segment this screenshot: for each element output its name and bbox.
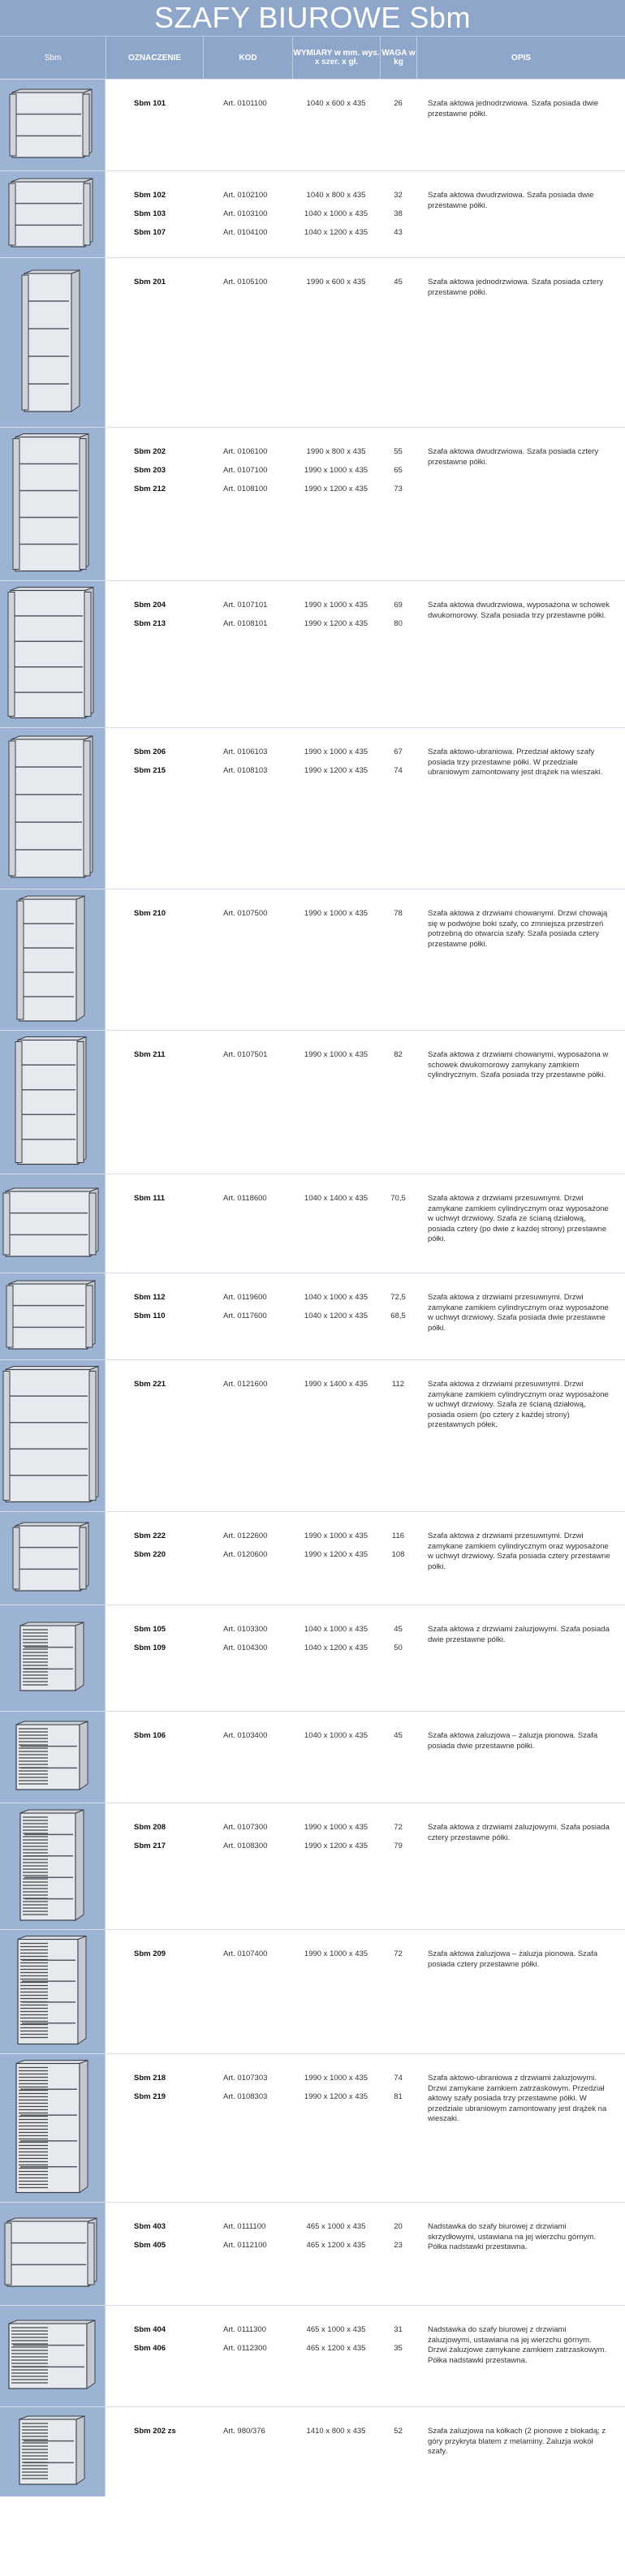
wymiary-cell: [292, 428, 380, 580]
tall-double-door-cabinet-icon: [0, 428, 106, 580]
kod-cell-value: Art. 0118600: [223, 1194, 267, 1203]
oznaczenie-cell-value: Sbm 112: [134, 1293, 166, 1302]
kod-cell-value: Art. 0103100: [223, 209, 268, 218]
kod-cell: [203, 428, 292, 580]
wymiary-cell-value: 1040 x 1200 x 435: [304, 228, 369, 237]
oznaczenie-cell-value: Sbm 111: [134, 1194, 166, 1203]
legged-shutter-cabinet-icon: [0, 2407, 106, 2496]
kod-cell: [203, 890, 292, 1030]
kod-cell-value: Art. 0107100: [223, 466, 268, 475]
oznaczenie-cell: [106, 1512, 203, 1605]
oznaczenie-cell-value: Sbm 405: [134, 2241, 166, 2250]
oznaczenie-cell-value: Sbm 202: [134, 447, 166, 456]
kod-cell: [203, 1174, 292, 1273]
oznaczenie-cell-value: Sbm 220: [134, 1550, 166, 1559]
oznaczenie-cell-value: Sbm 204: [134, 601, 166, 610]
kod-cell-value: Art. 0111300: [223, 2325, 266, 2334]
kod-cell: [203, 171, 292, 257]
kod-cell-value: Art. 0104300: [223, 1643, 268, 1652]
oznaczenie-cell: [106, 581, 203, 727]
oznaczenie-cell-value: Sbm 212: [134, 485, 166, 493]
kod-cell-value: Art. 0107300: [223, 1823, 268, 1832]
waga-cell-value: 69: [394, 601, 403, 610]
opis-cell: Szafa aktowa dwudrzwiowa, wyposażona w schowek dwukomorowy. Szafa posiada trzy przestawne półki.: [428, 601, 610, 620]
waga-cell-value: 73: [394, 485, 403, 493]
opis-cell: Nadstawka do szafy biurowej z drzwiami żaluzjowymi, ustawiana na jej wierzchu górnym. Drzwi żaluzjowe zamykane zamkiem zatrzaskowym. Półka nadstawki przestawna.: [428, 2325, 607, 2365]
wymiary-cell: [292, 2203, 380, 2305]
kod-cell-value: Art. 0120600: [223, 1550, 268, 1559]
wymiary-cell-value: 1040 x 600 x 435: [306, 99, 366, 108]
waga-cell: [380, 2306, 416, 2406]
oznaczenie-cell: [106, 2306, 203, 2406]
kod-cell: [203, 1512, 292, 1605]
opis-cell: Szafa aktowa z drzwiami chowanymi, wyposażona w schowek dwukomorowy zamykany zamkiem cylindrycznym. Szafa posiada trzy przestawne półki.: [428, 1050, 609, 1079]
wymiary-cell: [292, 1273, 380, 1359]
table-row: [0, 2202, 625, 2305]
single-door-cabinet-icon: [0, 80, 106, 170]
waga-cell-value: 55: [394, 447, 403, 456]
tall-vertical-shutter-cabinet-icon: [0, 1930, 106, 2053]
table-row: [0, 1174, 625, 1273]
oznaczenie-cell-value: Sbm 211: [134, 1050, 166, 1059]
waga-cell-value: 65: [394, 466, 403, 475]
opis-cell: Nadstawka do szafy biurowej z drzwiami skrzydłowymi, ustawiana na jej wierzchu górnym. Półka nadstawki przestawna.: [428, 2222, 596, 2251]
table-row: [0, 2053, 625, 2202]
wymiary-cell: [292, 1031, 380, 1174]
wymiary-cell: [292, 1360, 380, 1511]
double-door-cabinet-icon: [0, 171, 106, 257]
wymiary-cell-value: 1990 x 1000 x 435: [304, 2074, 369, 2083]
kod-cell-value: Art. 980/376: [223, 2427, 265, 2436]
kod-cell-value: Art. 0112300: [223, 2344, 267, 2353]
waga-cell-value: 45: [394, 1731, 403, 1740]
wymiary-cell: [292, 258, 380, 427]
waga-cell: [380, 1512, 416, 1605]
waga-cell-value: 67: [394, 747, 403, 756]
kod-cell-value: Art. 0122600: [223, 1531, 268, 1540]
waga-cell: [380, 1031, 416, 1174]
waga-cell-value: 23: [394, 2241, 403, 2250]
kod-cell-value: Art. 0119600: [223, 1293, 267, 1302]
shutter-clothing-cabinet-icon: [0, 2054, 106, 2202]
header-waga: WAGA w kg: [380, 37, 416, 79]
wymiary-cell-value: 1040 x 1000 x 435: [304, 1625, 369, 1634]
kod-cell: [203, 80, 292, 170]
opis-cell: Szafa aktowa z drzwiami żaluzjowymi. Szafa posiada dwie przestawne półki.: [428, 1625, 610, 1644]
oznaczenie-cell-value: Sbm 210: [134, 909, 166, 918]
table-row: [0, 257, 625, 427]
waga-cell-value: 72: [394, 1949, 403, 1958]
oznaczenie-cell: [106, 428, 203, 580]
wymiary-cell-value: 1040 x 800 x 435: [306, 191, 366, 200]
wymiary-cell-value: 465 x 1000 x 435: [306, 2325, 366, 2334]
kod-cell-value: Art. 0117600: [223, 1312, 267, 1320]
table-row: [0, 1030, 625, 1174]
kod-cell-value: Art. 0107101: [223, 601, 268, 610]
kod-cell: [203, 2054, 292, 2202]
tall-sliding-door-cabinet-icon: [0, 1512, 106, 1605]
opis-cell: Szafa aktowa żaluzjowa – żaluzja pionowa. Szafa posiada cztery przestawne półki.: [428, 1949, 598, 1969]
header-wymiary: WYMIARY w mm. wys. x szer. x gł.: [292, 37, 380, 79]
waga-cell-value: 20: [394, 2222, 403, 2231]
oznaczenie-cell: [106, 1605, 203, 1711]
wymiary-cell-value: 1990 x 1200 x 435: [304, 2092, 369, 2101]
oznaczenie-cell-value: Sbm 215: [134, 766, 166, 775]
oznaczenie-cell-value: Sbm 403: [134, 2222, 166, 2231]
top-extension-shutter-cabinet-icon: [0, 2306, 106, 2406]
waga-cell: [380, 258, 416, 427]
waga-cell: [380, 428, 416, 580]
waga-cell-value: 31: [394, 2325, 403, 2334]
waga-cell: [380, 1803, 416, 1929]
kod-cell-value: Art. 0107500: [223, 909, 268, 918]
waga-cell-value: 35: [394, 2344, 403, 2353]
oznaczenie-cell-value: Sbm 217: [134, 1842, 166, 1850]
kod-cell-value: Art. 0107501: [223, 1050, 268, 1059]
sliding-door-wide-cabinet-icon: [0, 1174, 106, 1273]
kod-cell-value: Art. 0107303: [223, 2074, 268, 2083]
wymiary-cell-value: 465 x 1200 x 435: [306, 2241, 366, 2250]
opis-cell: Szafa aktowo-ubraniowa. Przedział aktowy szafy posiada trzy przestawne półki. W przedziale ubraniowym zamontowany jest drążek na wieszaki.: [428, 747, 603, 777]
wymiary-cell-value: 1990 x 1000 x 435: [304, 1949, 369, 1958]
opis-cell: Szafa aktowa z drzwiami chowanymi. Drzwi chowają się w podwójne boki szafy, co zmniejsza przestrzeń potrzebną do otwarcia szafy. Szafa posiada cztery przestawne półki.: [428, 909, 608, 949]
opis-cell: Szafa aktowa dwudrzwiowa. Szafa posiada dwie przestawne półki.: [428, 191, 594, 210]
vertical-shutter-cabinet-icon: [0, 1712, 106, 1803]
oznaczenie-cell-value: Sbm 110: [134, 1312, 166, 1320]
kod-cell-value: Art. 0108300: [223, 1842, 268, 1850]
oznaczenie-cell: [106, 1174, 203, 1273]
wymiary-cell-value: 1990 x 1000 x 435: [304, 909, 369, 918]
wymiary-cell-value: 1040 x 1200 x 435: [304, 1312, 369, 1320]
wymiary-cell-value: 1990 x 1000 x 435: [304, 1050, 369, 1059]
table-row: [0, 1803, 625, 1929]
opis-cell: Szafa aktowa z drzwiami przesuwnymi. Drzwi zamykane zamkiem cylindrycznym oraz wyposażone w uchwyt drzwiowy. Szafa ze ścianą działową, posiada osiem (po cztery z każdej strony) przestawnych półek.: [428, 1380, 609, 1429]
opis-cell: Szafa aktowa z drzwiami przesuwnymi. Drzwi zamykane zamkiem cylindrycznym oraz wyposażone w uchwyt drzwiowy. Szafa posiada dwie przestawne półki.: [428, 1293, 609, 1333]
kod-cell: [203, 1360, 292, 1511]
table-row: [0, 170, 625, 257]
wymiary-cell: [292, 1512, 380, 1605]
kod-cell: [203, 1605, 292, 1711]
opis-cell: Szafa aktowa dwudrzwiowa. Szafa posiada cztery przestawne półki.: [428, 447, 599, 467]
waga-cell-value: 74: [394, 2074, 403, 2083]
hidden-door-lockbox-cabinet-icon: [0, 1031, 106, 1174]
oznaczenie-cell-value: Sbm 221: [134, 1380, 166, 1389]
table-row: [0, 79, 625, 170]
oznaczenie-cell: [106, 2407, 203, 2496]
oznaczenie-cell-value: Sbm 208: [134, 1823, 166, 1832]
kod-cell-value: Art. 0108101: [223, 619, 268, 628]
waga-cell-value: 82: [394, 1050, 403, 1059]
wymiary-cell-value: 1990 x 1200 x 435: [304, 1550, 369, 1559]
header-sbm: Sbm: [44, 53, 62, 62]
wymiary-cell: [292, 80, 380, 170]
tall-single-door-cabinet-icon: [0, 258, 106, 427]
kod-cell-value: Art. 0108103: [223, 766, 268, 775]
wymiary-cell: [292, 890, 380, 1030]
wymiary-cell-value: 1990 x 1200 x 435: [304, 619, 369, 628]
opis-cell: Szafa aktowa jednodrzwiowa. Szafa posiada dwie przestawne półki.: [428, 99, 599, 118]
kod-cell: [203, 1930, 292, 2053]
waga-cell-value: 116: [391, 1531, 405, 1540]
kod-cell-value: Art. 0103300: [223, 1625, 268, 1634]
wymiary-cell-value: 1990 x 1200 x 435: [304, 766, 369, 775]
opis-cell: Szafa aktowa z drzwiami przesuwnymi. Drzwi zamykane zamkiem cylindrycznym oraz wyposażone w uchwyt drzwiowy. Szafa posiada cztery przestawne półki.: [428, 1531, 610, 1571]
oznaczenie-cell-value: Sbm 202 zs: [134, 2427, 176, 2436]
roller-shutter-cabinet-icon: [0, 1605, 106, 1711]
oznaczenie-cell: [106, 728, 203, 889]
waga-cell-value: 38: [394, 209, 403, 218]
wymiary-cell: [292, 171, 380, 257]
header-opis: OPIS: [416, 37, 625, 79]
oznaczenie-cell: [106, 1712, 203, 1803]
oznaczenie-cell: [106, 2054, 203, 2202]
wymiary-cell-value: 1990 x 600 x 435: [306, 278, 366, 286]
wymiary-cell: [292, 1930, 380, 2053]
wymiary-cell: [292, 728, 380, 889]
two-compartment-cabinet-icon: [0, 581, 106, 727]
opis-cell: Szafa aktowa jednodrzwiowa. Szafa posiada cztery przestawne półki.: [428, 278, 603, 297]
kod-cell-value: Art. 0108100: [223, 485, 268, 493]
oznaczenie-cell-value: Sbm 106: [134, 1731, 166, 1740]
wymiary-cell-value: 1040 x 1000 x 435: [304, 1293, 369, 1302]
waga-cell-value: 52: [394, 2427, 403, 2436]
oznaczenie-cell: [106, 1803, 203, 1929]
waga-cell-value: 112: [391, 1380, 405, 1389]
wymiary-cell-value: 1990 x 1400 x 435: [304, 1380, 369, 1389]
waga-cell: [380, 581, 416, 727]
oznaczenie-cell-value: Sbm 102: [134, 191, 166, 200]
wymiary-cell-value: 1990 x 1000 x 435: [304, 1823, 369, 1832]
waga-cell-value: 72,5: [390, 1293, 406, 1302]
waga-cell-value: 70,5: [390, 1194, 406, 1203]
wymiary-cell-value: 1990 x 1000 x 435: [304, 747, 369, 756]
opis-cell: Szafa aktowo-ubraniowa z drzwiami żaluzjowymi. Drzwi zamykane zamkiem zatrzaskowym. Przedział aktowy szafy posiada trzy przestawne półki. W przedziale ubraniowym zamontowany jest drążek na wieszaki.: [428, 2074, 607, 2123]
waga-cell: [380, 2054, 416, 2202]
waga-cell-value: 74: [394, 766, 403, 775]
table-row: [0, 889, 625, 1030]
oznaczenie-cell-value: Sbm 406: [134, 2344, 166, 2353]
waga-cell-value: 79: [394, 1842, 403, 1850]
waga-cell: [380, 80, 416, 170]
wymiary-cell-value: 1990 x 1200 x 435: [304, 1842, 369, 1850]
wymiary-cell: [292, 581, 380, 727]
table-header: [0, 36, 625, 79]
kod-cell-value: Art. 0112100: [223, 2241, 267, 2250]
wymiary-cell-value: 1040 x 1000 x 435: [304, 209, 369, 218]
table-row: [0, 1711, 625, 1803]
kod-cell-value: Art. 0111100: [223, 2222, 266, 2231]
wymiary-cell-value: 1040 x 1400 x 435: [304, 1194, 369, 1203]
wymiary-cell-value: 465 x 1000 x 435: [306, 2222, 366, 2231]
oznaczenie-cell: [106, 1031, 203, 1174]
oznaczenie-cell-value: Sbm 203: [134, 466, 166, 475]
table-row: [0, 1359, 625, 1511]
waga-cell: [380, 1273, 416, 1359]
table-row: [0, 1929, 625, 2053]
waga-cell-value: 45: [394, 1625, 403, 1634]
kod-cell: [203, 2203, 292, 2305]
oznaczenie-cell: [106, 258, 203, 427]
wymiary-cell-value: 1990 x 1200 x 435: [304, 485, 369, 493]
waga-cell: [380, 171, 416, 257]
kod-cell: [203, 258, 292, 427]
waga-cell-value: 80: [394, 619, 403, 628]
table-row: [0, 2305, 625, 2406]
tall-roller-shutter-cabinet-icon: [0, 1803, 106, 1929]
kod-cell: [203, 1712, 292, 1803]
waga-cell: [380, 2407, 416, 2496]
kod-cell-value: Art. 0104100: [223, 228, 268, 237]
sliding-door-cabinet-icon: [0, 1273, 106, 1359]
page-title: SZAFY BIUROWE Sbm: [0, 0, 625, 36]
kod-cell: [203, 581, 292, 727]
header-oznaczenie: OZNACZENIE: [106, 37, 203, 79]
kod-cell: [203, 2306, 292, 2406]
kod-cell-value: Art. 0121600: [223, 1380, 268, 1389]
hidden-door-cabinet-icon: [0, 890, 106, 1030]
product-table: [0, 79, 625, 2496]
waga-cell-value: 72: [394, 1823, 403, 1832]
waga-cell-value: 45: [394, 278, 403, 286]
wymiary-cell-value: 1990 x 1000 x 435: [304, 466, 369, 475]
wymiary-cell-value: 1990 x 1000 x 435: [304, 601, 369, 610]
wymiary-cell: [292, 2054, 380, 2202]
waga-cell: [380, 890, 416, 1030]
oznaczenie-cell-value: Sbm 404: [134, 2325, 166, 2334]
wymiary-cell-value: 1990 x 1000 x 435: [304, 1531, 369, 1540]
waga-cell-value: 78: [394, 909, 403, 918]
oznaczenie-cell-value: Sbm 206: [134, 747, 166, 756]
waga-cell: [380, 1360, 416, 1511]
kod-cell-value: Art. 0106103: [223, 747, 268, 756]
top-extension-cabinet-icon: [0, 2203, 106, 2305]
oznaczenie-cell-value: Sbm 218: [134, 2074, 166, 2083]
waga-cell: [380, 1712, 416, 1803]
oznaczenie-cell-value: Sbm 209: [134, 1949, 166, 1958]
header-kod: KOD: [203, 37, 292, 79]
oznaczenie-cell-value: Sbm 103: [134, 209, 166, 218]
wymiary-cell-value: 1990 x 800 x 435: [306, 447, 366, 456]
opis-cell: Szafa aktowa z drzwiami żaluzjowymi. Szafa posiada cztery przestawne półki.: [428, 1823, 610, 1842]
waga-cell: [380, 728, 416, 889]
waga-cell: [380, 1174, 416, 1273]
oznaczenie-cell: [106, 1930, 203, 2053]
waga-cell: [380, 1930, 416, 2053]
oznaczenie-cell: [106, 1360, 203, 1511]
table-row: [0, 427, 625, 580]
kod-cell-value: Art. 0105100: [223, 278, 268, 286]
kod-cell-value: Art. 0108303: [223, 2092, 268, 2101]
waga-cell-value: 26: [394, 99, 403, 108]
oznaczenie-cell-value: Sbm 101: [134, 99, 166, 108]
oznaczenie-cell-value: Sbm 105: [134, 1625, 166, 1634]
oznaczenie-cell-value: Sbm 201: [134, 278, 166, 286]
opis-cell: Szafa żaluzjowa na kółkach (2 pionowe z blokadą; z góry przykryta blatem z melaminy. Żaluzja wokół szafy.: [428, 2427, 606, 2456]
kod-cell-value: Art. 0107400: [223, 1949, 268, 1958]
tall-sliding-door-wide-cabinet-icon: [0, 1360, 106, 1511]
oznaczenie-cell: [106, 80, 203, 170]
oznaczenie-cell: [106, 1273, 203, 1359]
wymiary-cell-value: 1040 x 1200 x 435: [304, 1643, 369, 1652]
kod-cell-value: Art. 0106100: [223, 447, 268, 456]
waga-cell-value: 68,5: [390, 1312, 406, 1320]
wymiary-cell: [292, 1712, 380, 1803]
waga-cell-value: 43: [394, 228, 403, 237]
kod-cell-value: Art. 0102100: [223, 191, 268, 200]
wymiary-cell-value: 1410 x 800 x 435: [306, 2427, 366, 2436]
kod-cell-value: Art. 0101100: [223, 99, 267, 108]
kod-cell: [203, 2407, 292, 2496]
waga-cell-value: 108: [391, 1550, 405, 1559]
kod-cell: [203, 1031, 292, 1174]
kod-cell: [203, 1273, 292, 1359]
waga-cell-value: 32: [394, 191, 403, 200]
table-row: [0, 727, 625, 889]
table-row: [0, 1273, 625, 1359]
table-row: [0, 1511, 625, 1605]
oznaczenie-cell-value: Sbm 213: [134, 619, 166, 628]
waga-cell-value: 81: [394, 2092, 403, 2101]
oznaczenie-cell-value: Sbm 107: [134, 228, 166, 237]
wymiary-cell-value: 465 x 1200 x 435: [306, 2344, 366, 2353]
oznaczenie-cell: [106, 890, 203, 1030]
oznaczenie-cell-value: Sbm 219: [134, 2092, 166, 2101]
clothing-cabinet-icon: [0, 728, 106, 889]
oznaczenie-cell-value: Sbm 109: [134, 1643, 166, 1652]
kod-cell: [203, 728, 292, 889]
kod-cell: [203, 1803, 292, 1929]
wymiary-cell: [292, 2306, 380, 2406]
kod-cell-value: Art. 0103400: [223, 1731, 268, 1740]
wymiary-cell: [292, 1803, 380, 1929]
table-row: [0, 2406, 625, 2496]
wymiary-cell: [292, 1174, 380, 1273]
oznaczenie-cell-value: Sbm 222: [134, 1531, 166, 1540]
waga-cell: [380, 2203, 416, 2305]
wymiary-cell-value: 1040 x 1000 x 435: [304, 1731, 369, 1740]
table-row: [0, 580, 625, 727]
oznaczenie-cell: [106, 2203, 203, 2305]
wymiary-cell: [292, 2407, 380, 2496]
table-row: [0, 1605, 625, 1711]
wymiary-cell: [292, 1605, 380, 1711]
waga-cell: [380, 1605, 416, 1711]
opis-cell: Szafa aktowa żaluzjowa – żaluzja pionowa. Szafa posiada dwie przestawne półki.: [428, 1731, 598, 1751]
opis-cell: Szafa aktowa z drzwiami przesuwnymi. Drzwi zamykane zamkiem cylindrycznym oraz wyposażone w uchwyt drzwiowy. Szafa ze ścianą działową, posiada cztery (po dwie z każdej strony) przestawne półki.: [428, 1194, 609, 1243]
waga-cell-value: 50: [394, 1643, 403, 1652]
oznaczenie-cell: [106, 171, 203, 257]
